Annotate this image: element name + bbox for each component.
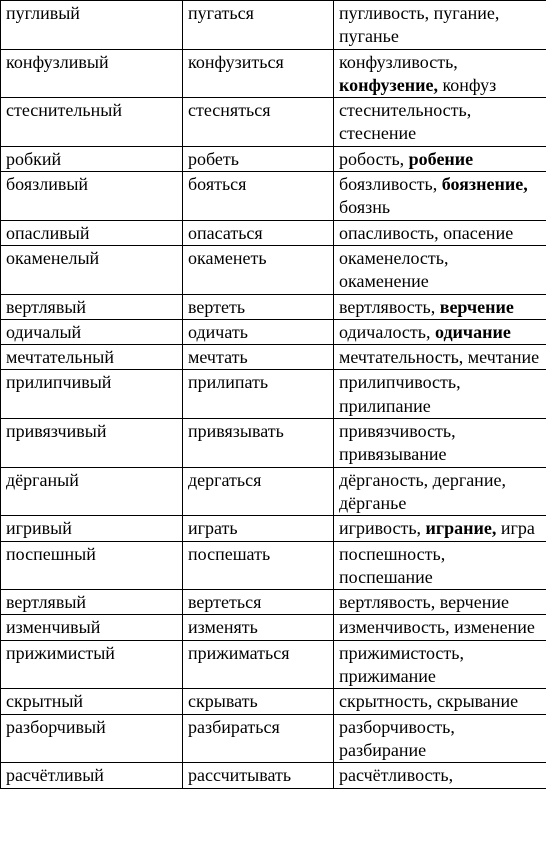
noun-cell — [334, 370, 546, 419]
table-row — [1, 49, 546, 98]
adjective-cell: боязливый — [1, 172, 183, 221]
noun-bold-fragment: играние, — [425, 518, 497, 539]
noun-cell — [334, 1, 546, 50]
noun-cell — [334, 640, 546, 689]
noun-fragment: прижимистость, прижимание — [339, 642, 464, 687]
noun-bold-fragment: робение — [408, 148, 474, 169]
noun-fragment: вертлявость, — [339, 296, 440, 317]
noun-fragment: скрытность, скрывание — [339, 691, 519, 712]
noun-cell — [334, 294, 546, 319]
adjective-cell: стеснительный — [1, 98, 183, 147]
noun-bold-fragment: одичание — [434, 321, 511, 342]
verb-cell: разбираться — [183, 714, 334, 763]
noun-cell — [334, 689, 546, 714]
adjective-cell: одичалый — [1, 319, 183, 344]
noun-cell — [334, 319, 546, 344]
adjective-cell: прилипчивый — [1, 370, 183, 419]
adjective-cell: опасливый — [1, 220, 183, 245]
table-row — [1, 516, 546, 541]
adjective-cell: игривый — [1, 516, 183, 541]
table-row — [1, 245, 546, 294]
adjective-cell: поспешный — [1, 541, 183, 590]
verb-cell: бояться — [183, 172, 334, 221]
verb-cell: изменять — [183, 615, 334, 640]
adjective-cell: привязчивый — [1, 419, 183, 468]
noun-fragment: конфузливость, — [339, 51, 458, 72]
verb-cell: пугаться — [183, 1, 334, 50]
table-row — [1, 640, 546, 689]
noun-bold-fragment: боязнение, — [441, 174, 528, 195]
table-row — [1, 146, 546, 171]
noun-fragment: окаменелость, окаменение — [339, 247, 449, 292]
verb-cell: играть — [183, 516, 334, 541]
noun-cell — [334, 714, 546, 763]
verb-cell: привязывать — [183, 419, 334, 468]
table-row — [1, 98, 546, 147]
verb-cell: конфузиться — [183, 49, 334, 98]
table-row — [1, 319, 546, 344]
table-row — [1, 689, 546, 714]
verb-cell: вертеть — [183, 294, 334, 319]
noun-cell — [334, 467, 546, 516]
table-row — [1, 467, 546, 516]
adjective-cell: робкий — [1, 146, 183, 171]
noun-cell — [334, 49, 546, 98]
noun-fragment: мечтательность, мечтание — [339, 347, 540, 368]
table-row — [1, 615, 546, 640]
noun-cell — [334, 245, 546, 294]
noun-cell — [334, 98, 546, 147]
noun-fragment: конфуз — [437, 74, 497, 95]
table-row — [1, 714, 546, 763]
adjective-cell: расчётливый — [1, 763, 183, 788]
adjective-cell: вертлявый — [1, 294, 183, 319]
adjective-cell: прижимистый — [1, 640, 183, 689]
table-row — [1, 419, 546, 468]
table-row — [1, 763, 546, 788]
noun-cell — [334, 220, 546, 245]
table-row — [1, 370, 546, 419]
verb-cell: робеть — [183, 146, 334, 171]
adjective-cell: мечтательный — [1, 345, 183, 370]
adjective-cell: окаменелый — [1, 245, 183, 294]
noun-fragment: игра — [496, 518, 535, 539]
table-row — [1, 541, 546, 590]
adjective-cell: конфузливый — [1, 49, 183, 98]
noun-bold-fragment: конфузение, — [339, 74, 438, 95]
noun-fragment: стеснительность, стеснение — [339, 100, 472, 144]
noun-fragment: прилипчивость, прилипание — [339, 372, 461, 416]
verb-cell: скрывать — [183, 689, 334, 714]
noun-cell — [334, 516, 546, 541]
noun-fragment: пугливость, пугание, пуганье — [339, 3, 500, 47]
table-row — [1, 345, 546, 370]
table-body — [1, 1, 546, 789]
noun-cell — [334, 541, 546, 590]
noun-cell — [334, 763, 546, 788]
table-row — [1, 172, 546, 221]
noun-fragment: вертлявость, верчение — [339, 592, 509, 613]
noun-cell — [334, 172, 546, 221]
noun-fragment: расчётливость, — [339, 765, 454, 786]
verb-cell: одичать — [183, 319, 334, 344]
verb-cell: мечтать — [183, 345, 334, 370]
noun-bold-fragment: верчение — [439, 296, 514, 317]
table-row — [1, 294, 546, 319]
verb-cell: поспешать — [183, 541, 334, 590]
noun-fragment: поспешность, поспешание — [339, 543, 446, 587]
adjective-cell: разборчивый — [1, 714, 183, 763]
verb-cell: прижиматься — [183, 640, 334, 689]
noun-fragment: опасливость, опасение — [339, 222, 514, 243]
noun-fragment: дёрганость, дергание, дёрганье — [339, 469, 506, 513]
noun-fragment: робость, — [339, 148, 409, 169]
noun-fragment: одичалость, — [339, 321, 435, 342]
verb-cell: дергаться — [183, 467, 334, 516]
verb-cell: рассчитывать — [183, 763, 334, 788]
noun-fragment: изменчивость, изменение — [339, 617, 535, 638]
verb-cell: прилипать — [183, 370, 334, 419]
verb-cell: стесняться — [183, 98, 334, 147]
adjective-cell: дёрганый — [1, 467, 183, 516]
noun-fragment: боязливость, — [339, 174, 442, 195]
table-row — [1, 1, 546, 50]
noun-cell — [334, 146, 546, 171]
noun-cell — [334, 590, 546, 615]
noun-cell — [334, 419, 546, 468]
noun-cell — [334, 615, 546, 640]
table-row — [1, 220, 546, 245]
noun-fragment: разборчивость, разбирание — [339, 716, 455, 760]
adjective-cell: вертлявый — [1, 590, 183, 615]
noun-fragment: игривость, — [339, 518, 426, 539]
verb-cell: опасаться — [183, 220, 334, 245]
noun-fragment: боязнь — [339, 197, 391, 218]
verb-cell: окаменеть — [183, 245, 334, 294]
verb-cell: вертеться — [183, 590, 334, 615]
adjective-cell: изменчивый — [1, 615, 183, 640]
table-row — [1, 590, 546, 615]
adjective-cell: скрытный — [1, 689, 183, 714]
adjective-cell: пугливый — [1, 1, 183, 50]
noun-cell — [334, 345, 546, 370]
noun-fragment: привязчивость, привязывание — [339, 421, 456, 465]
